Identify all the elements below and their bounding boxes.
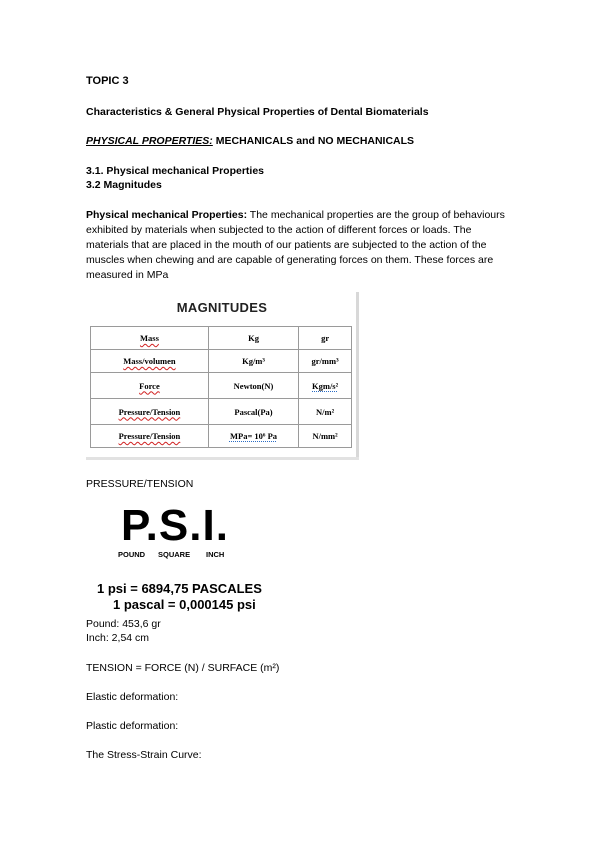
psi-word-inch: INCH <box>206 550 225 559</box>
table-row <box>91 399 352 425</box>
table-cell: Kgm/s² <box>299 373 352 399</box>
table-row <box>91 425 352 448</box>
psi-word-square: SQUARE <box>158 550 191 559</box>
table-cell: MPa= 10⁶ Pa <box>208 425 298 448</box>
table-cell: Pressure/Tension <box>91 399 209 425</box>
magnitudes-table <box>90 326 352 448</box>
psi-word-pound: POUND <box>118 550 146 559</box>
psi-big-text: P.S.I. <box>121 501 229 550</box>
pascal-conversion: 1 pascal = 0,000145 psi <box>113 597 256 612</box>
table-cell: N/mm² <box>299 425 352 448</box>
table-cell: Newton(N) <box>208 373 298 399</box>
topic-title: TOPIC 3 <box>86 75 129 87</box>
physical-properties-rest: MECHANICALS and NO MECHANICALS <box>212 135 415 147</box>
table-cell: Pascal(Pa) <box>208 399 298 425</box>
paragraph-text: The mechanical properties are the group of behaviours exhibited by materials when subjected to the action of different forces or loads. The materials that are placed in the mouth of our patients are subjected to the action of the muscles when chewing and are capable of generating forces on them. These forces are measured in MPa <box>86 209 505 281</box>
plastic-deformation: Plastic deformation: <box>86 720 179 732</box>
pressure-tension-heading: PRESSURE/TENSION <box>86 478 194 490</box>
table-cell: Kg/m³ <box>208 350 298 373</box>
physical-properties-link[interactable]: PHYSICAL PROPERTIES: <box>86 135 213 147</box>
stress-strain-curve: The Stress-Strain Curve: <box>86 749 202 761</box>
tension-formula: TENSION = FORCE (N) / SURFACE (m²) <box>86 662 280 674</box>
table-cell: Force <box>91 373 209 399</box>
psi-conversion: 1 psi = 6894,75 PASCALES <box>97 581 262 596</box>
mechanical-properties-paragraph <box>86 208 511 283</box>
table-cell: Kg <box>208 327 298 350</box>
pound-value: Pound: 453,6 gr <box>86 618 161 630</box>
inch-value: Inch: 2,54 cm <box>86 632 150 644</box>
elastic-deformation: Elastic deformation: <box>86 691 179 703</box>
magnitudes-table-image <box>86 292 358 460</box>
section-3-1: 3.1. Physical mechanical Properties <box>86 165 265 177</box>
physical-properties-line <box>86 134 414 148</box>
table-row <box>91 350 352 373</box>
magnitudes-title: MAGNITUDES <box>176 300 268 315</box>
table-row <box>91 327 352 350</box>
image-shadow-bottom <box>86 457 359 460</box>
section-3-2: 3.2 Magnitudes <box>86 179 162 191</box>
table-cell: gr/mm³ <box>299 350 352 373</box>
table-cell: Pressure/Tension <box>91 425 209 448</box>
table-row <box>91 373 352 399</box>
table-cell: N/m² <box>299 399 352 425</box>
paragraph-label: Physical mechanical Properties: <box>86 209 248 221</box>
table-cell: gr <box>299 327 352 350</box>
image-shadow-right <box>356 292 359 460</box>
table-cell: Mass <box>91 327 209 350</box>
table-cell: Mass/volumen <box>91 350 209 373</box>
subtitle: Characteristics & General Physical Properties of Dental Biomaterials <box>86 106 429 118</box>
